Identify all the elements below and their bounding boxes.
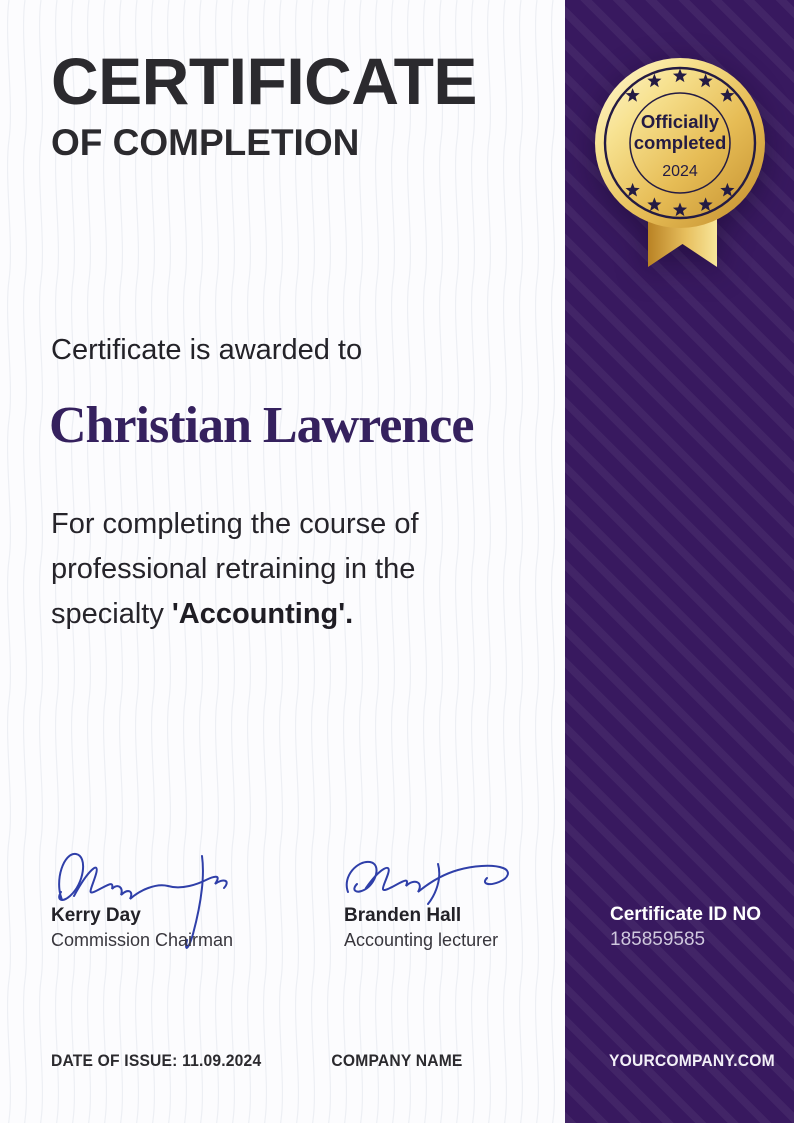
signatory-role: Commission Chairman	[51, 930, 234, 950]
completion-statement-text: For completing the course of professional retraining in the specialty	[51, 508, 419, 630]
company-website: YOURCOMPANY.COM	[609, 1051, 775, 1070]
badge-year: 2024	[662, 163, 698, 180]
certificate-id-label: Certificate ID NO	[610, 904, 761, 925]
completion-statement	[51, 502, 531, 637]
gold-seal-badge	[580, 56, 780, 271]
signatory-role: Accounting lecturer	[344, 930, 499, 950]
certificate-id-value: 185859585	[610, 929, 706, 950]
badge-line1: Officially	[640, 111, 720, 132]
badge-line2: completed	[633, 132, 727, 153]
awarded-to-label: Certificate is awarded to	[51, 334, 363, 366]
recipient-name: Christian Lawrence	[49, 397, 474, 454]
specialty-name: 'Accounting'.	[171, 598, 354, 630]
signatory-name: Kerry Day	[51, 905, 141, 926]
certificate-subtitle: OF COMPLETION	[51, 122, 360, 163]
date-of-issue: DATE OF ISSUE: 11.09.2024	[51, 1051, 262, 1070]
company-name: COMPANY NAME	[331, 1051, 463, 1070]
signatory-name: Branden Hall	[344, 905, 462, 926]
certificate-title: CERTIFICATE	[51, 44, 477, 118]
